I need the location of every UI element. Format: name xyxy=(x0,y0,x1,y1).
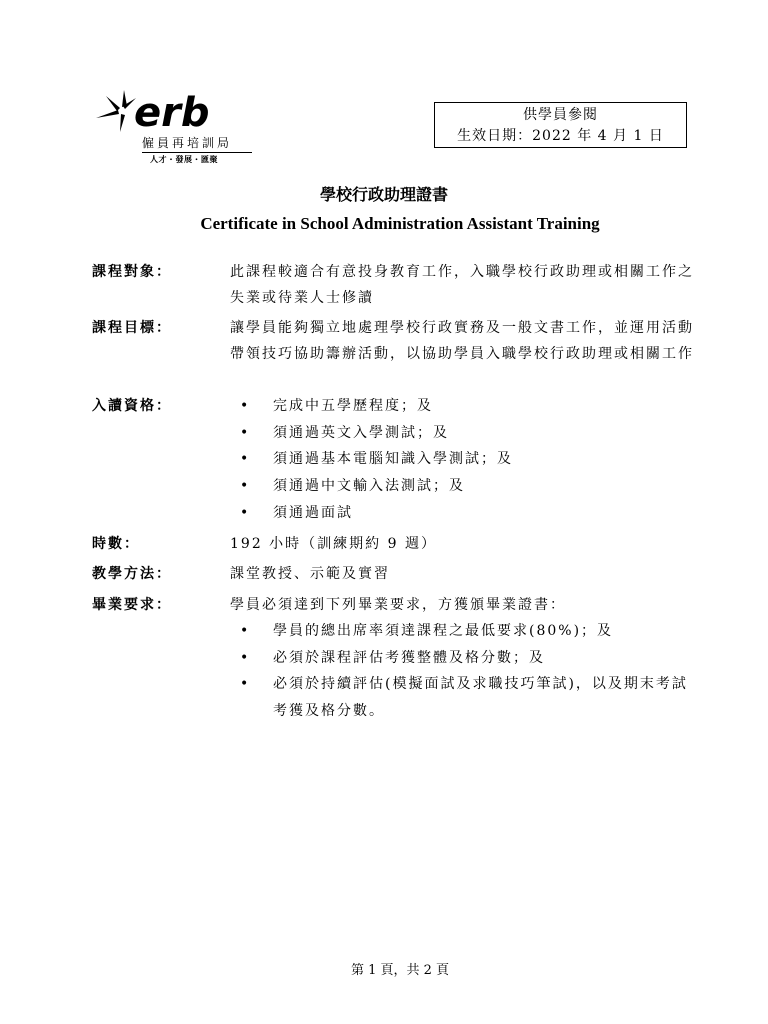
graduation-content xyxy=(230,592,700,725)
graduation-intro: 學員必須達到下列畢業要求，方獲頒畢業證書： xyxy=(230,597,566,613)
reference-box xyxy=(434,102,687,148)
erb-logo xyxy=(92,88,262,170)
hours-label: 時數： xyxy=(92,536,140,552)
entry-label: 入讀資格： xyxy=(92,398,172,414)
entry-item: • 須通過面試 xyxy=(230,500,700,527)
entry-item: • 須通過英文入學測試；及 xyxy=(230,420,700,447)
title-chinese: 學校行政助理證書 xyxy=(319,185,448,204)
entry-item: • 須通過基本電腦知識入學測試；及 xyxy=(230,446,700,473)
reference-line-1: 供學員參閱 xyxy=(523,107,598,123)
graduation-label: 畢業要求： xyxy=(92,597,172,613)
target-text: 此課程較適合有意投身教育工作，入職學校行政助理或相關工作之失業或待業人士修讀 xyxy=(230,264,694,306)
objective-label: 課程目標： xyxy=(92,320,172,336)
target-label: 課程對象： xyxy=(92,264,172,280)
erb-wordmark: erb xyxy=(134,90,210,134)
page-footer: 第 1 頁，共 2 頁 xyxy=(350,963,450,978)
method-text: 課堂教授、示範及實習 xyxy=(230,566,390,582)
title-english: Certificate in School Administration Assistant Training xyxy=(200,214,600,233)
logo-divider xyxy=(142,152,252,153)
objective-text: 讓學員能夠獨立地處理學校行政實務及一般文書工作，並運用活動帶領技巧協助籌辦活動，以協助學員入職學校行政助理或相關工作 xyxy=(230,320,694,362)
graduation-item: • 學員的總出席率須達課程之最低要求(80%)；及 xyxy=(230,618,700,645)
method-label: 教學方法： xyxy=(92,566,172,582)
org-name: 僱員再培訓局 xyxy=(142,136,233,150)
entry-content xyxy=(230,393,700,527)
graduation-list xyxy=(230,618,700,725)
entry-item: • 完成中五學歷程度；及 xyxy=(230,393,700,420)
graduation-item: • 必須於課程評估考獲整體及格分數；及 xyxy=(230,645,700,672)
entry-item: • 須通過中文輸入法測試；及 xyxy=(230,473,700,500)
org-tagline: 人才・發展・匯聚 xyxy=(150,155,218,164)
graduation-item: • 必須於持續評估(模擬面試及求職技巧筆試)，以及期末考試考獲及格分數。 xyxy=(230,671,700,724)
effective-date: 生效日期：2022 年 4 月 1 日 xyxy=(457,128,664,144)
hours-text: 192 小時（訓練期約 9 週） xyxy=(230,536,437,552)
entry-list xyxy=(230,393,700,527)
erb-star-icon xyxy=(92,88,262,134)
